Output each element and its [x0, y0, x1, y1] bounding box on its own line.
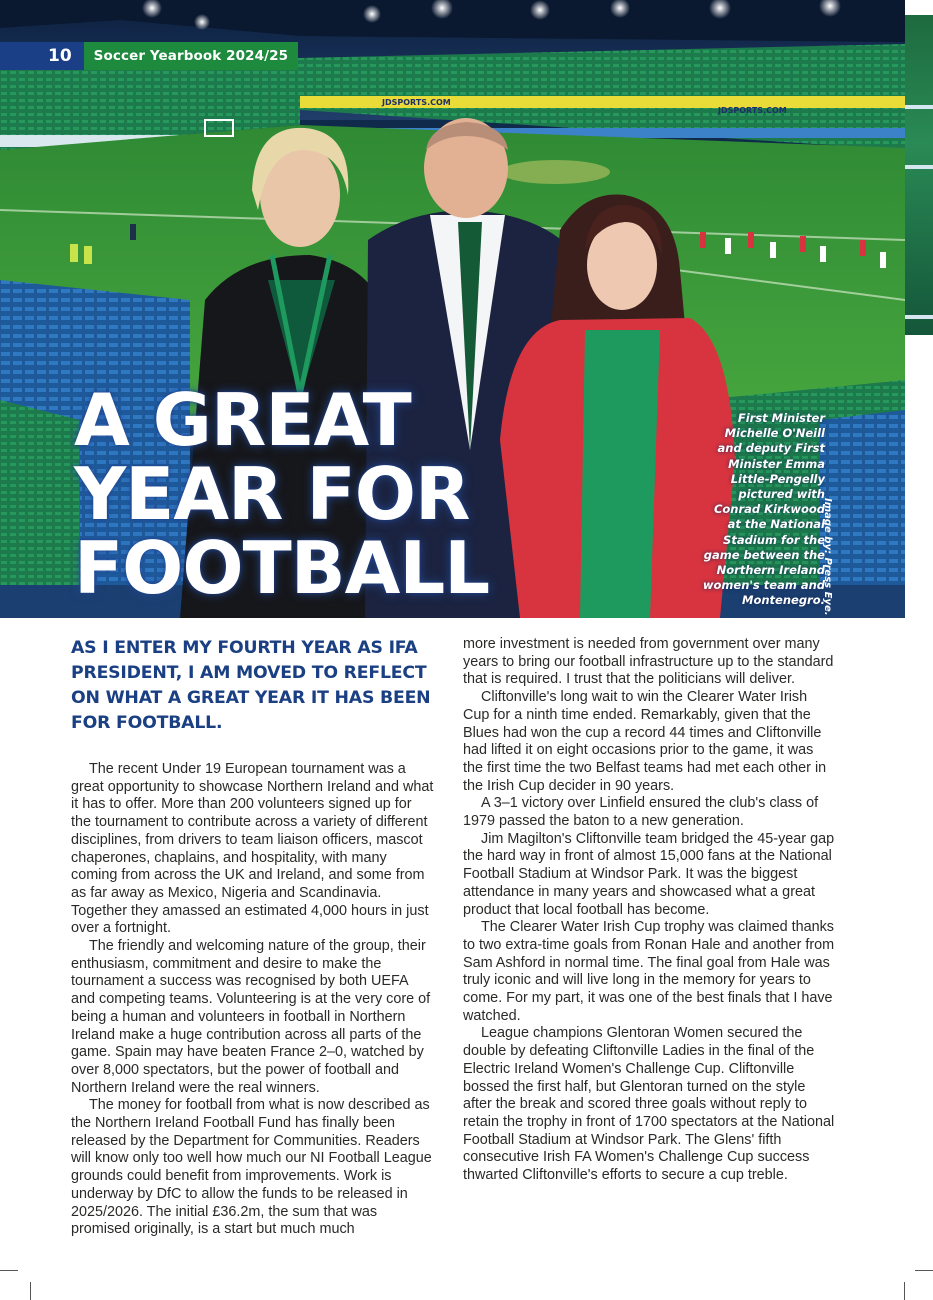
article-paragraph: A 3–1 victory over Linfield ensured the club's class of 1979 passed the baton to a new generation.	[463, 795, 819, 830]
caption-line: pictured with	[738, 487, 825, 502]
publication-title: Soccer Yearbook 2024/25	[84, 42, 298, 70]
caption-line: Michelle O'Neill	[724, 426, 825, 441]
caption-line: Stadium for the	[723, 532, 825, 547]
hero-photo	[0, 0, 905, 618]
headline-line-2: YEAR FOR	[74, 452, 470, 536]
photo-caption	[685, 411, 825, 609]
headline	[74, 378, 534, 610]
crop-mark	[915, 1270, 933, 1271]
svg-text:JDSPORTS.COM: JDSPORTS.COM	[382, 98, 451, 107]
page-header-tag	[0, 42, 298, 70]
crop-mark	[904, 1282, 905, 1300]
article-paragraph: League champions Glentoran Women secured the double by defeating Cliftonville Ladies in the final of the Electric Ireland Women's Challenge Cup. Cliftonville bossed the first half, but Glentoran turned on the style after the break and scored three goals without reply to retain the trophy in front of 1700 spectators at the National Football Stadium at Windsor Park. The Glens' fifth consecutive Irish FA Women's Challenge Cup success thwarted Cliftonville's efforts to secure a cup treble.	[463, 1025, 835, 1184]
article-paragraph: The Clearer Water Irish Cup trophy was claimed thanks to two extra-time goals from Ronan Hale and another from Sam Ashford in normal time. The final goal from Hale was truly iconic and will live long in the memory for years to come. For my part, it was one of the best finals that I have watched.	[463, 919, 835, 1024]
caption-line: Conrad Kirkwood	[713, 502, 825, 517]
caption-line: Little-Pengelly	[730, 471, 825, 486]
caption-line: Minister Emma	[728, 456, 825, 471]
crop-mark	[30, 1282, 31, 1300]
article-paragraph: The money for football from what is now described as the Northern Ireland Football Fund has finally been released by the Department for Communities. Readers will know only too well how much our NI Football League grounds could benefit from improvements. Work is underway by DfC to allow the funds to be released in 2025/2026. The initial £36.2m, the sum that was promised originally, is a start but much much	[71, 1097, 432, 1238]
crop-mark	[0, 1270, 18, 1271]
article-column-left	[71, 636, 435, 1239]
headline-line-1: A GREAT	[74, 378, 411, 462]
article-paragraph: Jim Magilton's Cliftonville team bridged the 45-year gap the hard way in front of almost 15,000 fans at the National Football Stadium at Windsor Park. It was the biggest attendance in many years and showcased what a great product that local football has become.	[463, 830, 835, 918]
headline-line-3: FOOTBALL	[74, 526, 490, 610]
adjacent-page-edge	[905, 15, 933, 335]
caption-line: First Minister	[737, 411, 825, 425]
photo-credit: Image by: Press Eye.	[822, 498, 833, 616]
caption-line: and deputy First	[717, 441, 825, 456]
caption-line: at the National	[727, 517, 825, 532]
svg-text:JDSPORTS.COM: JDSPORTS.COM	[718, 106, 787, 115]
caption-line: women's team and	[702, 578, 825, 593]
page-number: 10	[0, 42, 84, 70]
caption-line: game between the	[703, 547, 825, 562]
caption-line: Northern Ireland	[716, 563, 825, 578]
article-paragraph-continued: more investment is needed from government over many years to bring our football infrastructure up to the standard that is required. I trust that the politicians will deliver.	[463, 636, 834, 688]
article-paragraph: Cliftonville's long wait to win the Clearer Water Irish Cup for a ninth time ended. Remarkably, given that the Blues had won the cup a record 44 times and Cliftonville had lifted it on eight occasions prior to the game, it was the first time the two Belfast teams had met each other in the Irish Cup decider in 90 years.	[463, 689, 827, 794]
article-column-right	[463, 636, 835, 1185]
article-paragraph: The recent Under 19 European tournament was a great opportunity to showcase Northern Ireland and what it has to offer. More than 200 volunteers signed up for the tournament to contribute across a variety of different disciplines, from drivers to team liaison officers, mascot chaperones, chaplains, and hospitality, with many coming from across the UK and Ireland, and some from as far away as Mexico, Nigeria and Scandinavia. Together they amassed an estimated 4,000 hours in just over a fortnight.	[71, 761, 434, 937]
article-intro: AS I ENTER MY FOURTH YEAR AS IFA PRESIDENT, I AM MOVED TO REFLECT ON WHAT A GREAT YEAR IT HAS BEEN FOR FOOTBALL.	[71, 638, 431, 733]
caption-line: Montenegro.	[742, 593, 825, 608]
article-paragraph: The friendly and welcoming nature of the group, their enthusiasm, commitment and desire to make the tournament a success was recognised by both UEFA and competing teams. Volunteering is at the very core of being a human and volunteers in football in Northern Ireland make a huge contribution across all parts of the game. Spain may have beaten France 2–0, watched by over 8,000 spectators, but the power of football and Northern Ireland were the real winners.	[71, 938, 431, 1096]
